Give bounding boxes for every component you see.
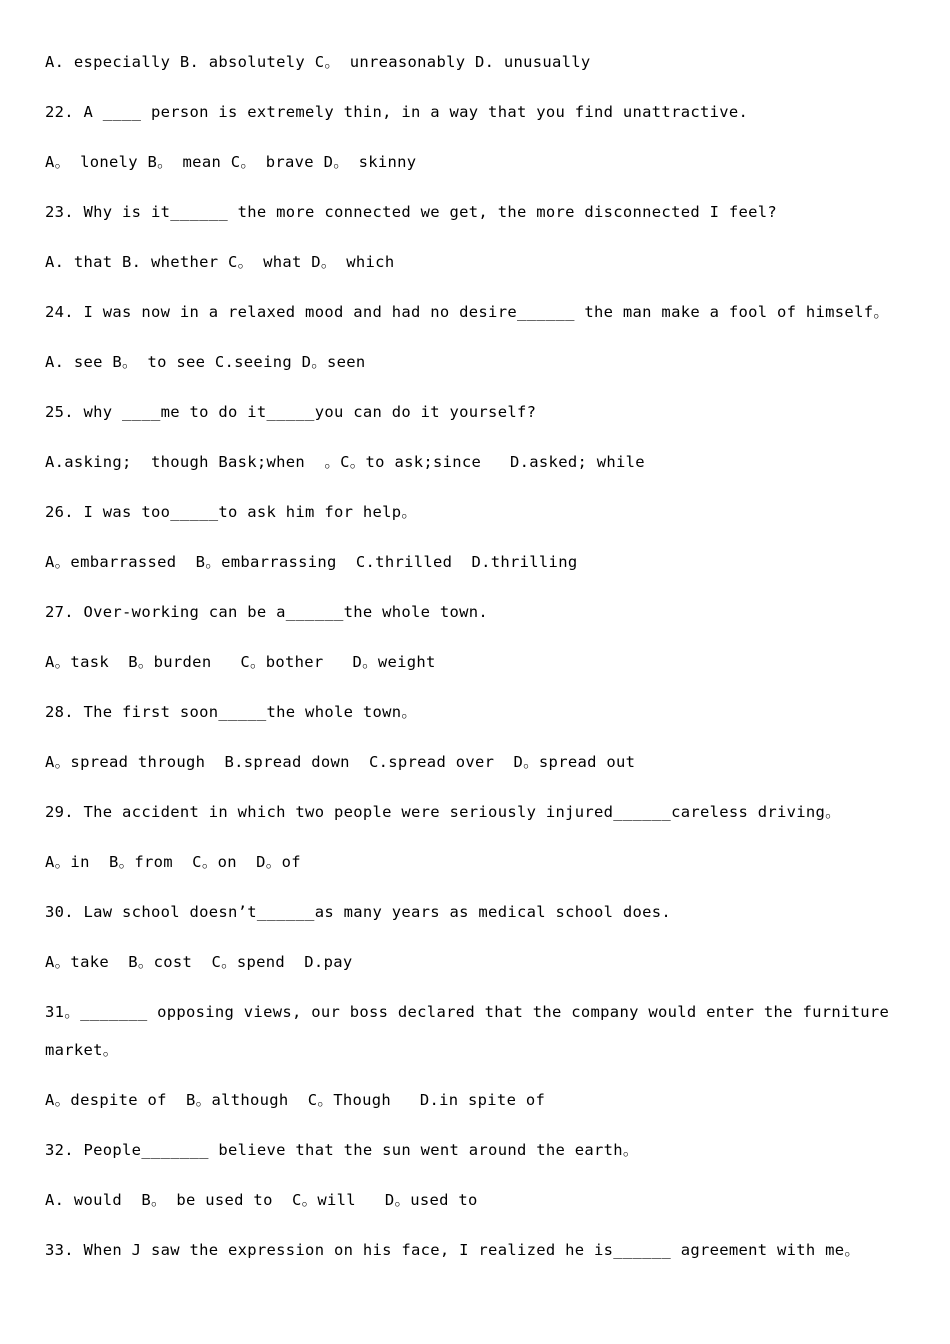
q31-question: 31。_______ opposing views, our boss declared that the company would enter the furniture xyxy=(45,1003,890,1021)
q27-question: 27. Over-working can be a______the whole town. xyxy=(45,603,489,621)
q23-question: 23. Why is it______ the more connected we get, the more disconnected I feel? xyxy=(45,203,778,221)
q29-options: A。in B。from C。on D。of xyxy=(45,853,301,871)
q32-question: 32. People_______ believe that the sun went around the earth。 xyxy=(45,1141,639,1159)
q24-options: A. see B。 to see C.seeing D。seen xyxy=(45,353,366,371)
q25-options: A.asking; though Bask;when 。C。to ask;since D.asked; while xyxy=(45,453,645,471)
q28-question: 28. The first soon_____the whole town。 xyxy=(45,703,418,721)
q32-options: A. would B。 be used to C。will D。used to xyxy=(45,1191,478,1209)
q28-options: A。spread through B.spread down C.spread over D。spread out xyxy=(45,753,636,771)
q27-options: A。task B。burden C。bother D。weight xyxy=(45,653,436,671)
q22-options: A。 lonely B。 mean C。 brave D。 skinny xyxy=(45,153,417,171)
q22-question: 22. A ____ person is extremely thin, in a way that you find unattractive. xyxy=(45,103,749,121)
q31-options: A。despite of B。although C。Though D.in spite of xyxy=(45,1091,546,1109)
q24-question: 24. I was now in a relaxed mood and had no desire______ the man make a fool of himself。 xyxy=(45,303,890,321)
q21-options: A. especially B. absolutely C。 unreasonably D. unusually xyxy=(45,53,591,71)
q29-question: 29. The accident in which two people were seriously injured______careless driving。 xyxy=(45,803,841,821)
q26-options: A。embarrassed B。embarrassing C.thrilled D.thrilling xyxy=(45,553,578,571)
q30-question: 30. Law school doesn’t______as many years as medical school does. xyxy=(45,903,672,921)
q30-options: A。take B。cost C。spend D.pay xyxy=(45,953,353,971)
q26-question: 26. I was too_____to ask him for help。 xyxy=(45,503,418,521)
q33-question: 33. When J saw the expression on his face, I realized he is______ agreement with me。 xyxy=(45,1241,861,1259)
q25-question: 25. why ____me to do it_____you can do it yourself? xyxy=(45,403,537,421)
q23-options: A. that B. whether C。 what D。 which xyxy=(45,253,395,271)
q31-question-cont: market。 xyxy=(45,1041,119,1059)
